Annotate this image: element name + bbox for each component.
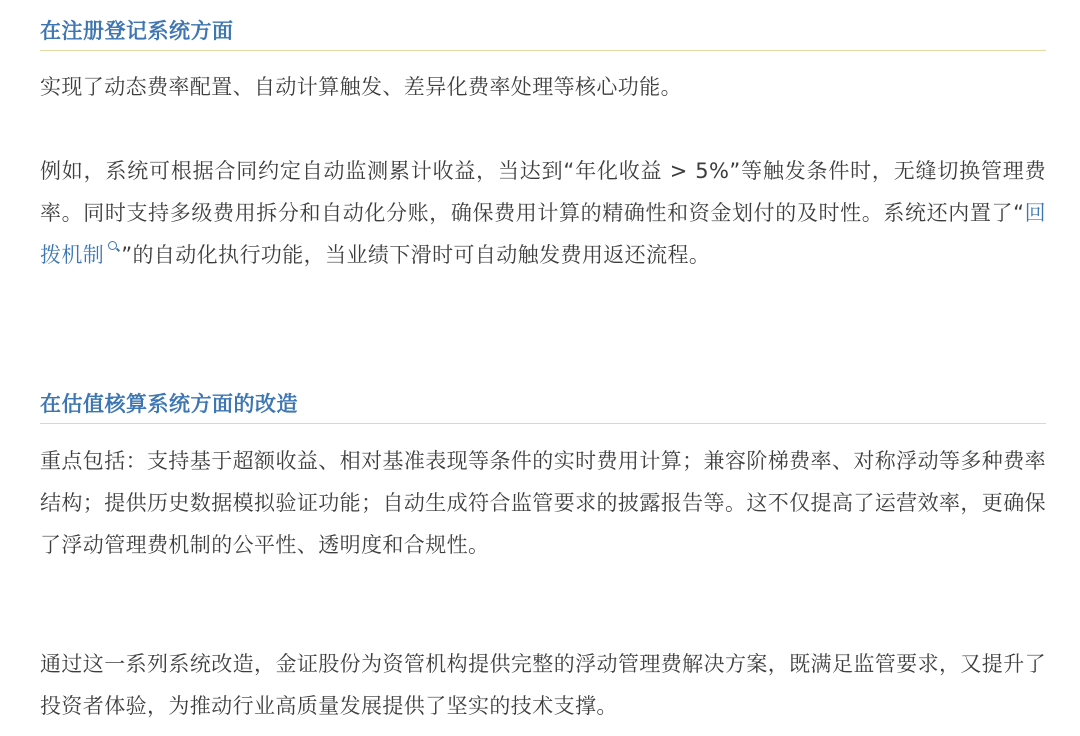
paragraph-registration-example <box>40 150 1046 276</box>
section-heading-registration <box>40 16 1046 51</box>
section-title: 在估值核算系统方面的改造 <box>40 392 298 416</box>
paragraph-valuation-details: 重点包括：支持基于超额收益、相对基准表现等条件的实时费用计算；兼容阶梯费率、对称浮动等多种费率结构；提供历史数据模拟验证功能；自动生成符合监管要求的披露报告等。这不仅提高了运营效率，更确保了浮动管理费机制的公平性、透明度和合规性。 <box>40 449 1046 557</box>
search-icon[interactable] <box>108 241 117 250</box>
paragraph-conclusion: 通过这一系列系统改造，金证股份为资管机构提供完整的浮动管理费解决方案，既满足监管要求，又提升了投资者体验，为推动行业高质量发展提供了坚实的技术支撑。 <box>40 652 1046 718</box>
paragraph-registration-summary: 实现了动态费率配置、自动计算触发、差异化费率处理等核心功能。 <box>40 75 682 99</box>
paragraph-text: ”的自动化执行功能，当业绩下滑时可自动触发费用返还流程。 <box>121 243 711 267</box>
section-title: 在注册登记系统方面 <box>40 19 234 43</box>
link-text[interactable]: 回拨机制 <box>40 201 1046 267</box>
paragraph-text: 例如，系统可根据合同约定自动监测累计收益，当达到“年化收益 > 5%”等触发条件时，无缝切换管理费率。同时支持多级费用拆分和自动化分账，确保费用计算的精确性和资金划付的及时性。系统还内置了“ <box>40 159 1046 225</box>
section-heading-valuation <box>40 389 1046 424</box>
